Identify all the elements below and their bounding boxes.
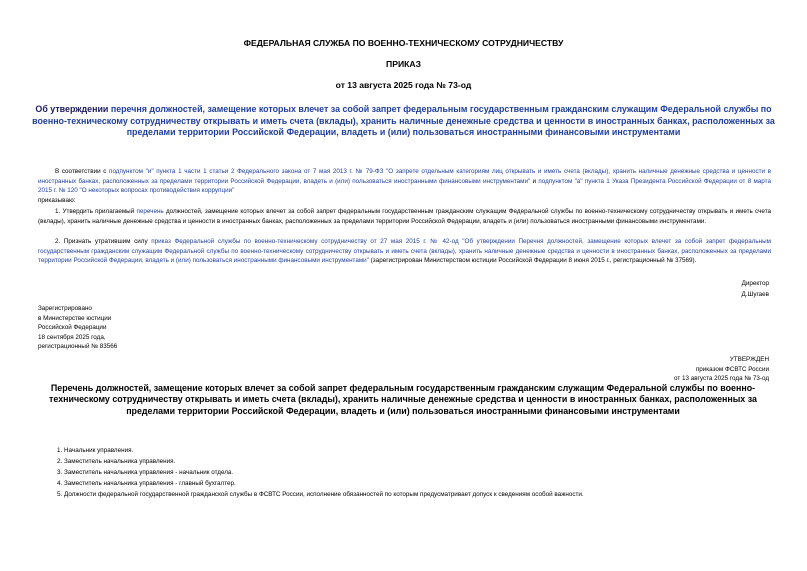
agency-name: ФЕДЕРАЛЬНАЯ СЛУЖБА ПО ВОЕННО-ТЕХНИЧЕСКОМУ СОТРУДНИЧЕСТВУ — [243, 38, 564, 48]
doc-type: ПРИКАЗ — [386, 59, 421, 69]
signature-position: Директор — [741, 280, 769, 287]
list-item: 1. Начальник управления. — [57, 447, 134, 454]
list-item: 4. Заместитель начальника управления - главный бухгалтер. — [57, 480, 236, 487]
doc-date-number: от 13 августа 2025 года № 73-од — [335, 80, 472, 90]
subject-link[interactable]: перечня должностей, замещение которых влечет за собой запрет федеральным государственным гражданским служащим Федеральной службы по военно-техническому сотрудничеству открывать и иметь счета (вклады), хранить наличные денежные средства и ценности в иностранных банках, расположенных за пределами территории Российской Федерации, владеть и (или) пользоваться иностранными финансовыми инструментами — [32, 104, 775, 138]
list-link[interactable]: перечень — [136, 208, 164, 215]
list-title: Перечень должностей, замещение которых влечет за собой запрет федеральным государственным гражданским служащим Федеральной службы по военно-техническому сотрудничеству открывать и иметь счета (вклады), хранить наличные денежные средства и ценности в иностранных банках, расположенных за пределами территории Российской Федерации, владеть и (или) пользоваться иностранными финансовыми инструментами — [49, 383, 757, 416]
list-item: 5. Должности федеральной государственной гражданской службы в ФСВТС России, исполнение обязанностей по которым предусматривает допуск к сведениям особой важности. — [57, 491, 584, 498]
registration-block: Зарегистрировано в Министерстве юстиции Российской Федерации 18 сентября 2025 года, регистрационный № 83566 — [38, 305, 118, 350]
law-link[interactable]: подпунктом "и" пункта 1 части 1 статьи 2 Федерального закона от 7 мая 2013 г. № 79-ФЗ "О запрете отдельным категориям лиц открывать и иметь счета (вклады), хранить наличные денежные средства и ценности в иностранных банках, расположенных за пределами территории Российской Федерации, владеть и (или) пользоваться иностранными финансовыми инструментами" — [38, 168, 771, 185]
decree-link[interactable]: подпунктом "а" пункта 1 Указа Президента Российской Федерации от 8 марта 2015 г. № 120 "О некоторых вопросах противодействия коррупции" — [38, 177, 771, 195]
repealed-order-link[interactable]: приказ Федеральной службы по военно-техническому сотрудничеству от 27 мая 2015 г. № 42-од "Об утверждении Перечня должностей, замещение которых влечет за собой запрет федеральным государственным гражданским служащим Федеральной службы по военно-техническому сотрудничеству открывать и иметь счета (вклады), хранить наличные денежные средства и ценности в иностранных банках, расположенных за пределами территории Российской Федерации, владеть и (или) пользоваться иностранными финансовыми инструментами" — [38, 238, 771, 265]
preamble: В соответствии с подпунктом "и" пункта 1 части 1 статьи 2 Федерального закона от 7 мая 2013 г. № 79-ФЗ "О запрете отдельным категориям лиц открывать и иметь счета (вклады), хранить наличные денежные средства и ценности в иностранных банках, расположенных за пределами территории Российской Федерации, владеть и (или) пользоваться иностранными финансовыми инструментами" и подпунктом "а" пункта 1 Указа Президента Российской Федерации от 8 марта 2015 г. № 120 "О некоторых вопросах противодействия коррупции" — [38, 168, 771, 195]
approval-stamp: УТВЕРЖДЕН приказом ФСВТС России от 13 августа 2025 года № 73-од — [673, 356, 769, 382]
order-word: приказываю: — [38, 197, 76, 204]
list-item: 3. Заместитель начальника управления - начальник отдела. — [57, 469, 234, 476]
subject-prefix: Об утверждении — [35, 104, 111, 114]
item-2: 2. Признать утратившим силу приказ Федеральной службы по военно-техническому сотрудничеству от 27 мая 2015 г. № 42-од "Об утверждении Перечня должностей, замещение которых влечет за собой запрет федеральным государственным гражданским служащим Федеральной службы по военно-техническому сотрудничеству открывать и иметь счета (вклады), хранить наличные денежные средства и ценности в иностранных банках, расположенных за пределами территории Российской Федерации, владеть и (или) пользоваться иностранными финансовыми инструментами" (зарегистрирован Министерством юстиции Российской Федерации 8 июня 2015 г., регистрационный № 37569). — [38, 238, 771, 265]
list-item: 2. Заместитель начальника управления. — [57, 458, 176, 465]
signature-name: Д.Шугаев — [741, 291, 769, 298]
document-subject — [30, 104, 777, 139]
item-1: 1. Утвердить прилагаемый перечень должностей, замещение которых влечет за собой запрет федеральным государственным гражданским служащим Федеральной службы по военно-техническому сотрудничеству открывать и иметь счета (вклады), хранить наличные денежные средства и ценности в иностранных банках, расположенных за пределами территории Российской Федерации, владеть и (или) пользоваться иностранными финансовыми инструментами. — [38, 208, 772, 225]
